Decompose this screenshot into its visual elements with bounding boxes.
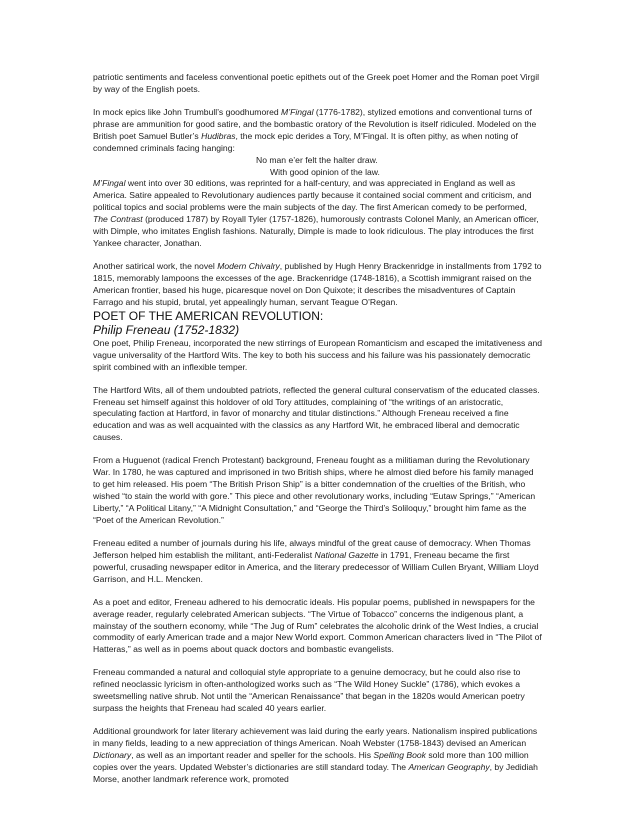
- title-hudibras: Hudibras: [201, 130, 236, 141]
- title-mfingal: M’Fingal: [93, 178, 126, 189]
- title-the-contrast: The Contrast: [93, 214, 143, 225]
- paragraph-freneau-intro: One poet, Philip Freneau, incorporated the new stirrings of European Romanticism and escaped the imitativeness and vague universality of the Hartford Wits. The key to both his success and his failure was his passionately democratic spirit combined with an inflexible temper.: [93, 337, 543, 372]
- section-heading: POET OF THE AMERICAN REVOLUTION:: [93, 308, 324, 323]
- document-page: [93, 72, 543, 786]
- paragraph-journals: Freneau edited a number of journals during his life, always mindful of the great cause of democracy. When Thomas Jefferson helped him establish the militant, anti-Federalist National Gazette in 1791, Freneau became the first powerful, crusading newspaper editor in America, and the literary predecessor of William Cullen Bryant, William Lloyd Garrison, and H.L. Mencken.: [93, 537, 539, 584]
- title-mfingal: M’Fingal: [281, 107, 314, 117]
- section-subheading: Philip Freneau (1752-1832): [93, 323, 240, 338]
- paragraph-modern-chivalry: Another satirical work, the novel Modern Chivalry, published by Hugh Henry Brackenridge in installments from 1792 to 1815, memorably lampoons the excesses of the age. Brackenridge (1748-1816), a Scottish immigrant raised on the American frontier, based his huge, picaresque novel on Don Quixote; it describes the misadventures of Captain Farrago and his stupid, brutal, yet appealingly human, servant Teague O’Regan.: [93, 261, 542, 307]
- title-modern-chivalry: Modern Chivalry: [217, 261, 280, 272]
- title-dictionary: Dictionary: [93, 750, 132, 761]
- paragraph-groundwork: Additional groundwork for later literary achievement was laid during the early years. Nationalism inspired publications in many fields, leading to a new appreciation of things American. Noah Webster (1758-1843) devised an American Dictionary, as well as an important reader and speller for the schools. His Spelling Book sold more than 100 million copies over the years. Updated Webster’s dictionaries are still standard today. The American Geography, by Jedidiah Morse, another landmark reference work, promoted: [93, 726, 538, 784]
- paragraph-mfingal-editions: M’Fingal went into over 30 editions, was reprinted for a half-century, and was appreciated in England as well as America. Satire appealed to Revolutionary audiences partly because it contained social comment and criticism, and political topics and social problems were the main subjects of the day. The first American comedy to be performed, The Contrast (produced 1787) by Royall Tyler (1757-1826), humorously contrasts Colonel Manly, an American officer, with Dimple, who imitates English fashions. Naturally, Dimple is made to look ridiculous. The play introduces the first Yankee character, Jonathan.: [93, 178, 539, 248]
- verse-line-2: With good opinion of the law.: [270, 166, 380, 177]
- title-national-gazette: National Gazette: [314, 549, 379, 560]
- paragraph-natural-style: Freneau commanded a natural and colloquial style appropriate to a genuine democracy, but he could also rise to refined neoclassic lyricism in often-anthologized works such as “The Wild Honey Suckle” (1786), which evokes a sweetsmelling native shrub. Not until the “American Renaissance” that began in the 1820s would American poetry surpass the heights that Freneau had scaled 40 years earlier.: [93, 667, 525, 714]
- title-american-geography: American Geography: [408, 762, 490, 772]
- paragraph-huguenot: From a Huguenot (radical French Protestant) background, Freneau fought as a militiaman during the Revolutionary War. In 1780, he was captured and imprisoned in two British ships, where he almost died before his family managed to get him released. His poem “The British Prison Ship” is a bitter condemnation of the cruelties of the British, who wished “to stain the world with gore.” This piece and other revolutionary works, including “Eutaw Springs,” “American Liberty,” “A Political Litany,” “A Midnight Consultation,” and “George the Third’s Soliloquy,” brought him fame as the “Poet of the American Revolution.”: [93, 455, 536, 525]
- verse-quote: [93, 155, 543, 179]
- paragraph-poet-editor: As a poet and editor, Freneau adhered to his democratic ideals. His popular poems, published in newspapers for the average reader, regularly celebrated American subjects. “The Virtue of Tobacco” concerns the indigenous plant, a mainstay of the southern economy, while “The Jug of Rum” celebrates the alcoholic drink of the West Indies, a crucial commodity of early American trade and a major New World export. Common American characters lived in “The Pilot of Hatteras,” as well as in poems about quack doctors and bombastic evangelists.: [93, 596, 542, 655]
- title-spelling-book: Spelling Book: [373, 750, 426, 761]
- verse-line-1: No man e’er felt the halter draw.: [256, 154, 378, 165]
- paragraph-hartford-wits: The Hartford Wits, all of them undoubted patriots, reflected the general cultural conservatism of the educated classes. Freneau set himself against this holdover of old Tory attitudes, complaining of “the writings of an aristocratic, speculating faction at Hartford, in favor of monarchy and titular distinctions.” Although Freneau received a fine education and was as well acquainted with the classics as any Hartford Wit, he embraced liberal and democratic causes.: [93, 384, 540, 443]
- paragraph-homer-virgil: patriotic sentiments and faceless conventional poetic epithets out of the Greek poet Homer and the Roman poet Virgil by way of the English poets.: [93, 72, 540, 94]
- paragraph-mock-epics: In mock epics like John Trumbull’s goodhumored M’Fingal (1776-1782), stylized emotions and conventional turns of phrase are ammunition for good satire, and the bombastic oratory of the Revolution is itself ridiculed. Modeled on the British poet Samuel Butler’s Hudibras, the mock epic derides a Tory, M’Fingal. It is often pithy, as when noting of condemned criminals facing hanging:: [93, 107, 537, 153]
